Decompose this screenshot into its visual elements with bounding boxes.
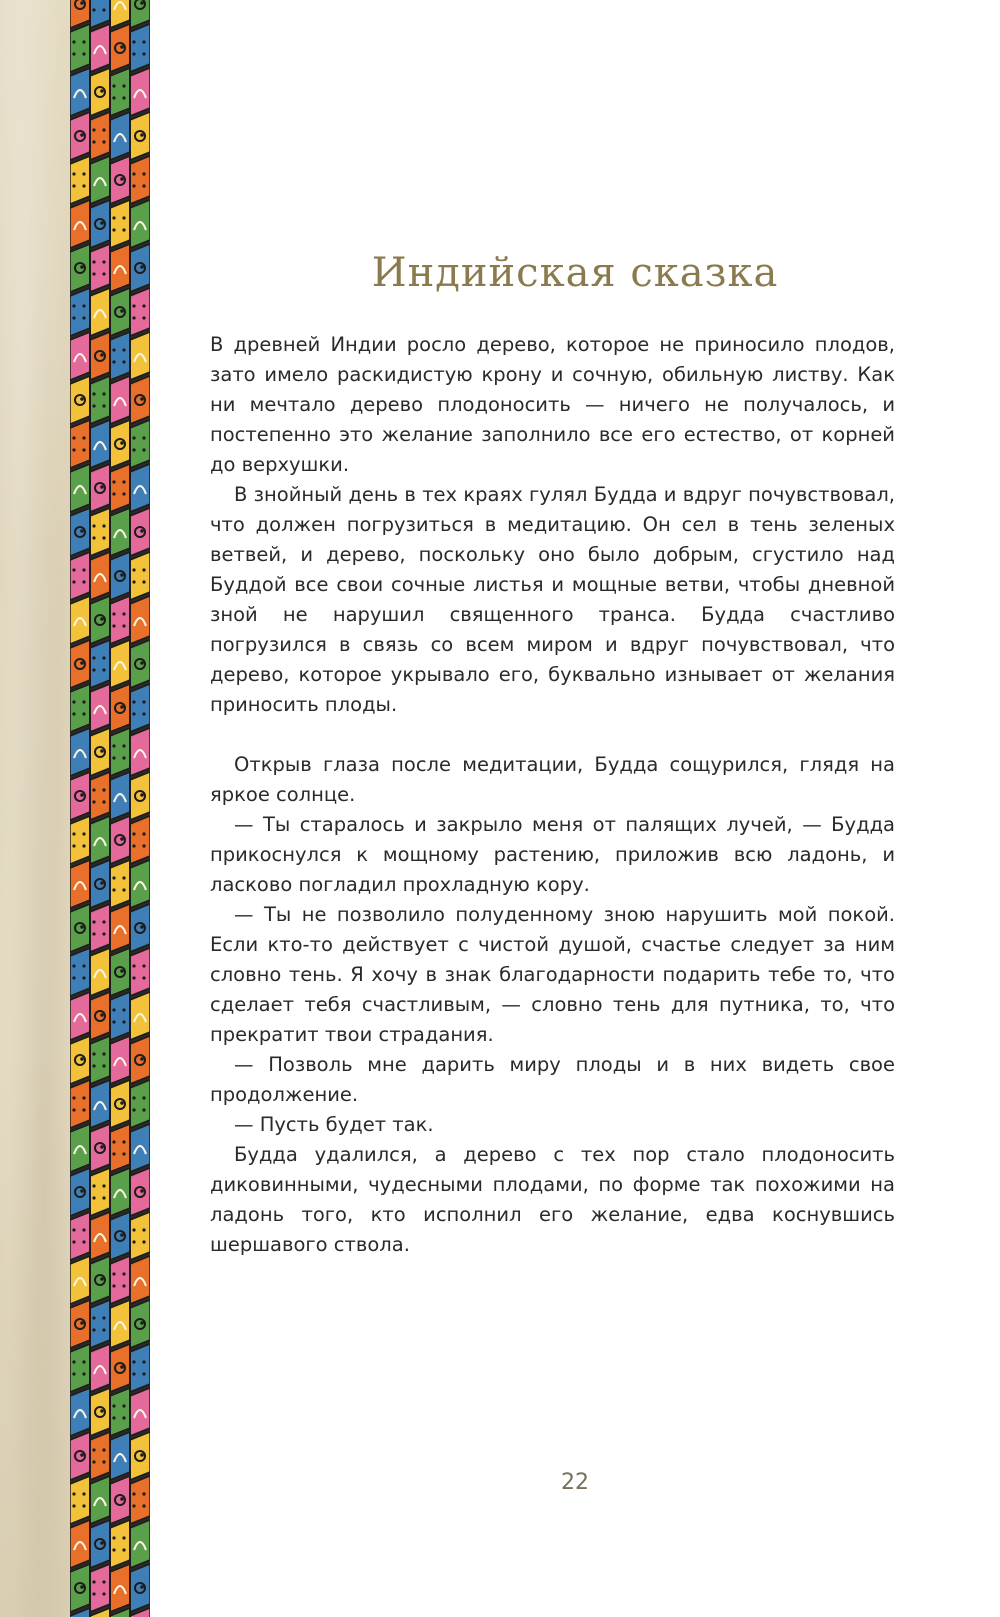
paragraph-8: Будда удалился, а дерево с тех пор стало плодоносить диковинными, чудесными плодами, по форме так похожими на ладонь того, кто исполнил его желание, едва коснувшись шершавого ствола. — [210, 1143, 895, 1256]
paragraph-2: В знойный день в тех краях гулял Будда и вдруг почувствовал, что должен погрузиться в медитацию. Он сел в тень зеленых ветвей, и дерево, поскольку оно было добрым, сгустило над Буддой все свои сочные листья и мощные ветви, чтобы дневной зной не нарушил священного транса. Будда счастливо погрузился в связь со всем миром и вдруг почувствовал, что дерево, которое укрывало его, буквально изнывает от желания приносить плоды. — [210, 483, 895, 716]
parchment-margin — [0, 0, 70, 1617]
page-number: 22 — [561, 1470, 589, 1495]
ornamental-border-strip — [70, 0, 150, 1617]
page-title: Индийская сказка — [371, 250, 779, 296]
paragraph-7: — Пусть будет так. — [234, 1113, 434, 1136]
paragraph-1: В древней Индии росло дерево, которое не приносило плодов, зато имело раскидистую крону и сочную, обильную листву. Как ни мечтало дерево плодоносить — ничего не получалось, и постепенно это желание заполнило все его естество, от корней до верхушки. — [210, 333, 895, 476]
story-text — [210, 330, 895, 1260]
ornamental-pattern-icon — [70, 0, 150, 1617]
page — [150, 0, 1000, 1617]
paragraph-5: — Ты не позволило полуденному зною нарушить мой покой. Если кто-то действует с чистой душой, счастье следует за ним словно тень. Я хочу в знак благодарности подарить тебе то, что сделает тебя счастливым, — словно тень для путника, то, что прекратит твои страдания. — [210, 903, 895, 1046]
paragraph-6: — Позволь мне дарить миру плоды и в них видеть свое продолжение. — [210, 1053, 895, 1106]
section-gap — [210, 720, 895, 750]
paragraph-4: — Ты старалось и закрыло меня от палящих лучей, — Будда прикоснулся к мощному растению, приложив всю ладонь, и ласково погладил прохладную кору. — [210, 813, 895, 896]
paragraph-3: Открыв глаза после медитации, Будда сощурился, глядя на яркое солнце. — [210, 753, 895, 806]
